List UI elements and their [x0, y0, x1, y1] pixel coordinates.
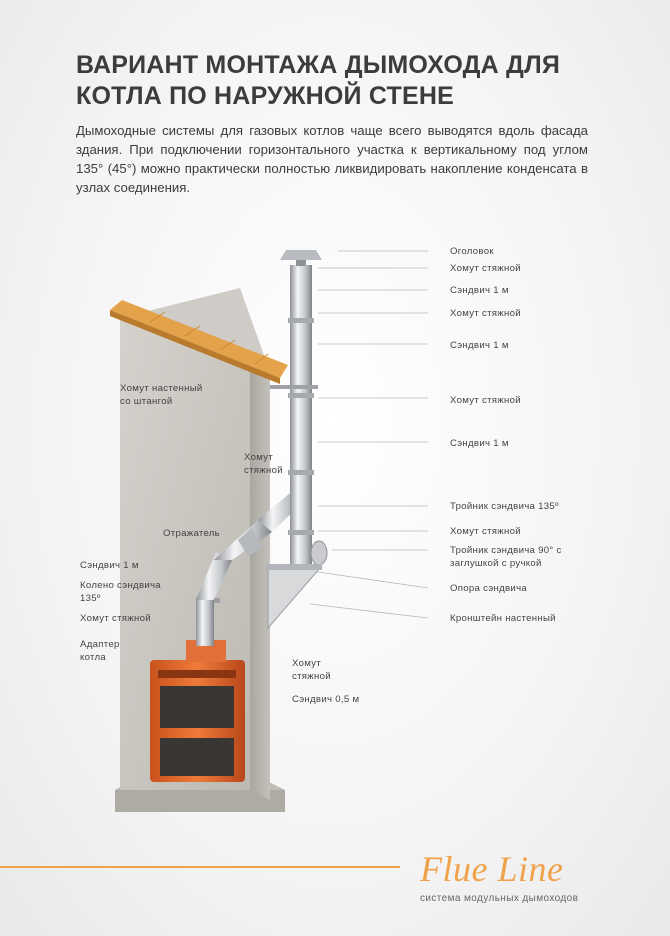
- label-sandwich-left: Сэндвич 1 м: [80, 560, 139, 571]
- label-adapter: [80, 639, 120, 664]
- label-elbow-line1: Колено сэндвича: [80, 580, 161, 591]
- brand-divider: [0, 866, 400, 868]
- label-clamp-bottom-line2: стяжной: [292, 670, 331, 682]
- label-clamp-3: Хомут стяжной: [450, 395, 521, 406]
- intro-paragraph: Дымоходные системы для газовых котлов чаще всего выводятся вдоль фасада здания. При подключении горизонтального участка к вертикальному под углом 135° (45°) можно практически полностью ликвидировать накопление конденсата в узлах соединения.: [76, 123, 588, 195]
- label-clamp-mid: [244, 452, 283, 477]
- label-adapter-line2: котла: [80, 651, 107, 663]
- wall-bracket: [266, 564, 322, 628]
- brand-tagline: система модульных дымоходов: [420, 893, 579, 904]
- label-support: Опора сэндвича: [450, 583, 528, 594]
- title-line-1: ВАРИАНТ МОНТАЖА ДЫМОХОДА ДЛЯ: [76, 51, 560, 79]
- label-adapter-line1: Адаптер: [80, 639, 120, 650]
- title-line-2: КОТЛА ПО НАРУЖНОЙ СТЕНЕ: [76, 82, 454, 110]
- label-elbow-line2: 135º: [80, 592, 101, 604]
- label-sandwich-1: Сэндвич 1 м: [450, 285, 509, 296]
- chimney-cap: [280, 250, 322, 260]
- label-tee-135: Тройник сэндвича 135º: [450, 501, 559, 512]
- leader-lines: [310, 251, 428, 618]
- label-sandwich-05: Сэндвич 0,5 м: [292, 694, 360, 705]
- label-elbow: [80, 580, 161, 605]
- vertical-chimney: [280, 250, 327, 565]
- label-tee-90-line1: Тройник сэндвича 90° с: [450, 545, 562, 556]
- label-clamp-1: Хомут стяжной: [450, 263, 521, 274]
- label-wall-clamp: [120, 383, 203, 408]
- label-clamp-4: Хомут стяжной: [450, 526, 521, 537]
- wall-clamp-rod: [270, 385, 318, 389]
- boiler: [150, 640, 245, 782]
- label-sandwich-2: Сэндвич 1 м: [450, 340, 509, 351]
- label-wall-clamp-line1: Хомут настенный: [120, 383, 203, 394]
- label-bracket: Кронштейн настенный: [450, 613, 556, 624]
- label-clamp-bottom: [292, 658, 331, 683]
- label-sandwich-3: Сэндвич 1 м: [450, 438, 509, 449]
- label-wall-clamp-line2: со штангой: [120, 395, 173, 407]
- label-cap: Оголовок: [450, 246, 494, 257]
- label-clamp-mid-line2: стяжной: [244, 464, 283, 476]
- label-tee-90: [450, 545, 562, 570]
- label-clamp-left: Хомут стяжной: [80, 613, 151, 624]
- label-clamp-bottom-line1: Хомут: [292, 658, 322, 669]
- label-clamp-mid-line1: Хомут: [244, 452, 274, 463]
- label-reflector: Отражатель: [163, 528, 220, 539]
- label-clamp-2: Хомут стяжной: [450, 308, 521, 319]
- brand-logo: Flue Line: [420, 849, 564, 889]
- label-tee-90-line2: заглушкой с ручкой: [450, 557, 542, 569]
